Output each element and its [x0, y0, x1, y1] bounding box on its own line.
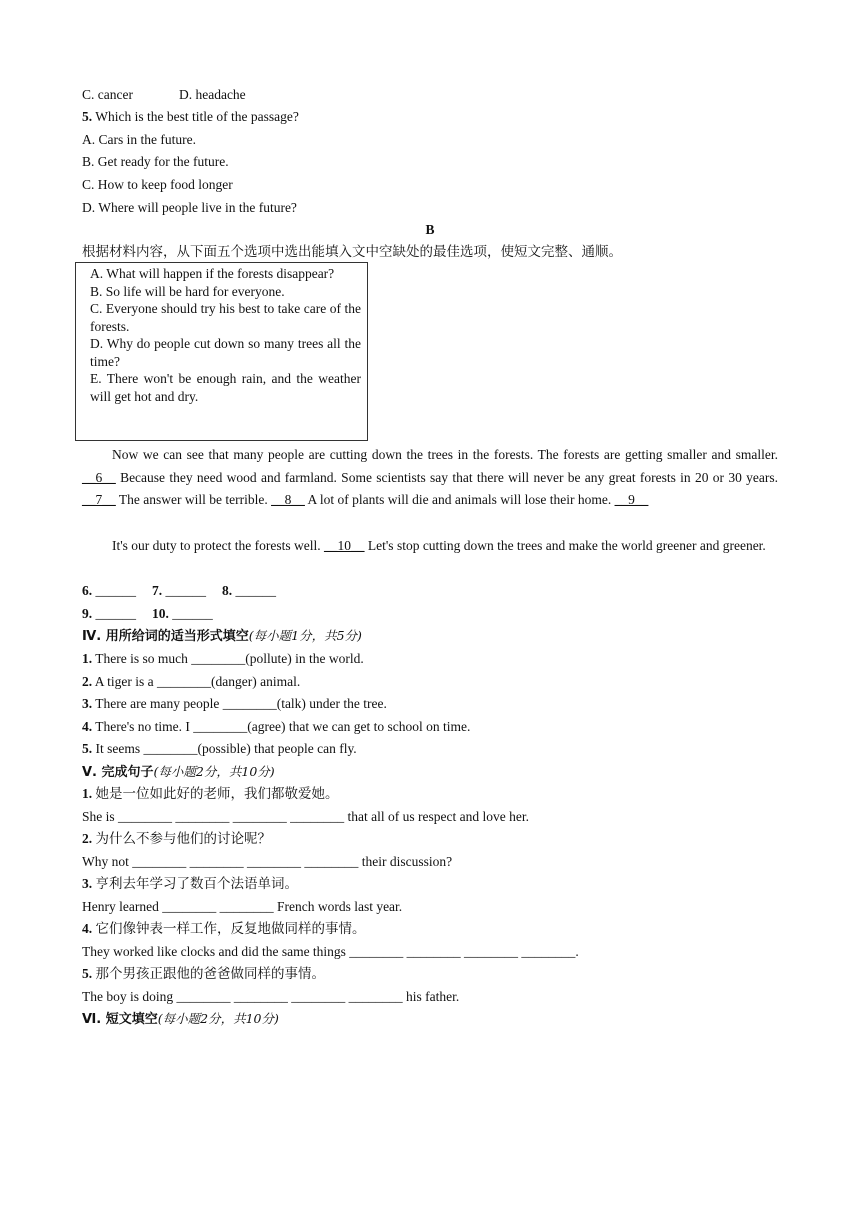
q5-option-d: D. Where will people live in the future? — [82, 200, 297, 215]
passage-paragraph-1: Now we can see that many people are cutting down the trees in the forests. The forests are getting smaller and smaller. __6__ Because they need wood and farmland. Some scientists say that there will never be any great forests in 20 or 30 years. __7__ The answer will be terrible. __8__ A lot of plants will die and animals will lose their home. __9__ — [82, 447, 778, 508]
option-e: E. There won't be enough rain, and the weather will get hot and dry. — [90, 371, 361, 404]
passage-paragraph-2: It's our duty to protect the forests well. __10__ Let's stop cutting down the trees and make the world greener and greener. — [112, 538, 766, 553]
q5-question: 5. Which is the best title of the passage? — [82, 109, 299, 124]
s5-q3-english: Henry learned ________ ________ French words last year. — [82, 899, 403, 914]
s5-q3-chinese: 3. 亨利去年学习了数百个法语单词。 — [82, 876, 298, 891]
blank-10: __10__ — [324, 538, 365, 553]
answer-line-9-10: 9. ______ 10. ______ — [82, 606, 213, 621]
section-6-heading: Ⅵ. 短文填空(每小题2分，共10分) — [82, 1011, 279, 1027]
option-a: A. What will happen if the forests disappear? — [90, 266, 335, 281]
s4-q1: 1. There is so much ________(pollute) in the world. — [82, 651, 364, 666]
s5-q5-chinese: 5. 那个男孩正跟他的爸爸做同样的事情。 — [82, 966, 325, 981]
section-5-heading: Ⅴ. 完成句子(每小题2分，共10分) — [82, 764, 275, 780]
answer-9-blank[interactable]: ______ — [95, 606, 136, 621]
blank-9: __9__ — [614, 492, 649, 508]
answer-6-blank[interactable]: ______ — [95, 583, 136, 598]
answer-10-blank[interactable]: ______ — [172, 606, 213, 621]
s4-q4: 4. There's no time. I ________(agree) that we can get to school on time. — [82, 719, 471, 734]
blank-6: __6__ — [82, 469, 116, 485]
q5-option-c: C. How to keep food longer — [82, 177, 233, 192]
answer-7-blank[interactable]: ______ — [165, 583, 206, 598]
s5-q5-english: The boy is doing ________ ________ ________ ________ his father. — [82, 989, 460, 1004]
option-d: D. Why do people cut down so many trees all the time? — [90, 336, 361, 369]
s5-q1-english: She is ________ ________ ________ ________ that all of us respect and love her. — [82, 809, 529, 824]
s4-q2: 2. A tiger is a ________(danger) animal. — [82, 674, 301, 689]
s5-q2-chinese: 2. 为什么不参与他们的讨论呢？ — [82, 831, 271, 846]
option-c: C. Everyone should try his best to take care of the forests. — [90, 301, 361, 334]
options-box — [75, 262, 368, 441]
s5-q1-chinese: 1. 她是一位如此好的老师，我们都敬爱她。 — [82, 786, 339, 801]
section-b-heading: B — [425, 222, 435, 237]
section-b-instruction: 根据材料内容，从下面五个选项中选出能填入文中空缺处的最佳选项，使短文完整、通顺。 — [82, 244, 622, 259]
s5-q2-english: Why not ________ ________ ________ ________ their discussion? — [82, 854, 453, 869]
s4-q3: 3. There are many people ________(talk) under the tree. — [82, 696, 387, 711]
s5-q4-chinese: 4. 它们像钟表一样工作，反复地做同样的事情。 — [82, 921, 366, 936]
answer-line-6-8: 6. ______ 7. ______ 8. ______ — [82, 583, 276, 598]
q5-option-b: B. Get ready for the future. — [82, 154, 229, 169]
q5-option-a: A. Cars in the future. — [82, 132, 196, 147]
option-b: B. So life will be hard for everyone. — [90, 283, 285, 299]
section-4-heading: Ⅳ. 用所给词的适当形式填空(每小题1分，共5分) — [82, 628, 362, 644]
s4-q5: 5. It seems ________(possible) that people can fly. — [82, 741, 357, 756]
s5-q4-english: They worked like clocks and did the same things ________ ________ ________ ________. — [82, 944, 579, 959]
blank-8: __8__ — [271, 492, 305, 508]
blank-7: __7__ — [82, 492, 116, 508]
q4-options-cd: C. cancer D. headache — [82, 87, 246, 102]
answer-8-blank[interactable]: ______ — [235, 583, 276, 598]
